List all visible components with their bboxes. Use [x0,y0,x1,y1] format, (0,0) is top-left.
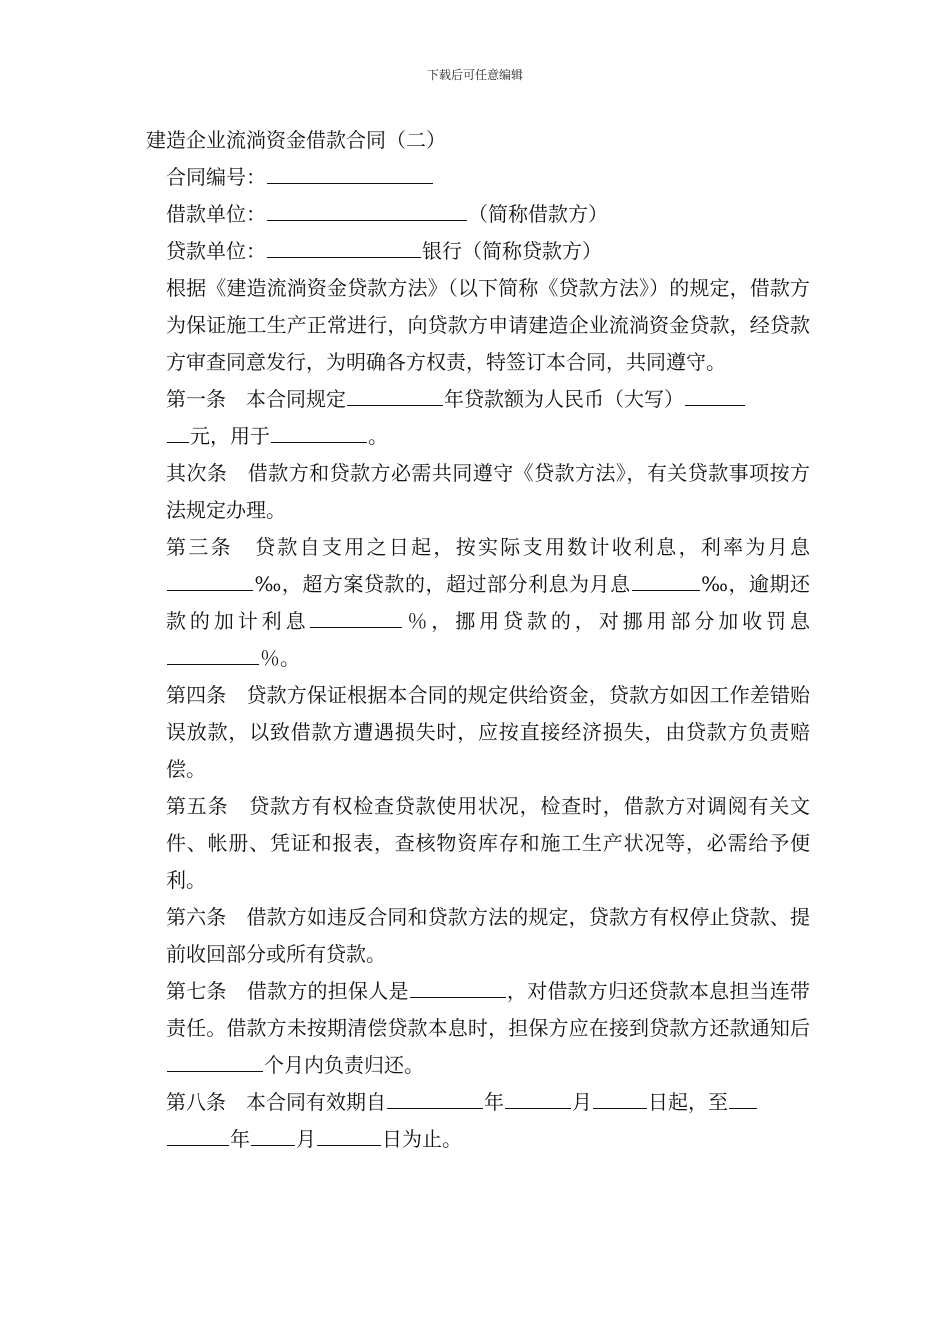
contract-number-line [146,159,810,196]
borrower-label: 借款单位： [166,202,266,226]
article-3-text: ％，挪用贷款的，对挪用部分加收罚息 [403,609,811,633]
article-3 [146,529,810,677]
end-year-blank-cont [167,1123,229,1146]
article-8-text: 月 [572,1090,592,1114]
article-1-text: 年贷款额为人民币（大写） [444,387,684,411]
borrower-blank [267,198,467,221]
article-7-text: 第七条 借款方的担保人是 [166,979,409,1003]
article-8-text: 月 [296,1127,316,1151]
start-year-blank [387,1086,483,1109]
start-month-blank [505,1086,571,1109]
borrower-line [146,196,810,233]
contract-number-label: 合同编号： [166,165,266,189]
article-3-text: 第三条 贷款自支用之日起，按实际支用数计收利息，利率为月息 [166,535,810,559]
contract-title: 建造企业流淌资金借款合同（二） [146,128,446,152]
article-7 [146,973,810,1084]
end-month-blank [251,1123,295,1146]
article-8-text: 日为止。 [382,1127,462,1151]
amount-blank [685,383,745,406]
purpose-blank [271,420,367,443]
page-header: 下载后可任意编辑 [426,68,523,82]
excess-rate-blank [632,568,700,591]
article-3-text: ‰，超方案贷款的，超过部分利息为月息 [254,572,631,596]
months-blank [167,1049,263,1072]
lender-line [146,233,810,270]
lender-suffix: 银行（简称贷款方） [422,239,602,263]
article-8-text: 第八条 本合同有效期自 [166,1090,386,1114]
article-8-text: 年 [230,1127,250,1151]
article-1 [146,381,810,455]
guarantor-blank [410,975,506,998]
end-day-blank [317,1123,381,1146]
article-3-text: ‰，逾期还款的加计利息 [166,572,810,633]
penalty-rate-blank [167,642,259,665]
year-blank [347,383,443,406]
article-1-text: 。 [368,424,388,448]
lender-blank [267,235,421,258]
article-7-text: 个月内负责归还。 [264,1053,424,1077]
article-7-text: ，对借款方归还贷款本息担当连带责任。借款方未按期清偿贷款本息时，担保方应在接到贷款方还款通知后 [166,979,811,1040]
end-year-blank [729,1086,757,1109]
contract-body [146,122,810,1158]
start-day-blank [593,1086,647,1109]
article-8-text: 日起，至 [648,1090,728,1114]
article-1-text: 元，用于 [190,424,270,448]
article-1-text: 第一条 本合同规定 [166,387,346,411]
article-2: 其次条 借款方和贷款方必需共同遵守《贷款方法》，有关贷款事项按方法规定办理。 [166,461,810,522]
intro-paragraph: 根据《建造流淌资金贷款方法》（以下简称《贷款方法》）的规定，借款方为保证施工生产正常进行，向贷款方申请建造企业流淌资金贷款，经贷款方审查同意发行，为明确各方权责，特签订本合同，共同遵守。 [166,276,810,374]
contract-number-blank [267,161,433,184]
rate-blank [167,568,253,591]
overdue-rate-blank [310,605,402,628]
article-4: 第四条 贷款方保证根据本合同的规定供给资金，贷款方如因工作差错贻误放款，以致借款方遭遇损失时，应按直接经济损失，由贷款方负责赔偿。 [166,683,810,781]
article-6: 第六条 借款方如违反合同和贷款方法的规定，贷款方有权停止贷款、提前收回部分或所有贷款。 [166,905,810,966]
amount-blank-cont [167,420,189,443]
article-5: 第五条 贷款方有权检查贷款使用状况，检查时，借款方对调阅有关文件、帐册、凭证和报表，查核物资库存和施工生产状况等，必需给予便利。 [166,794,810,892]
article-8-text: 年 [484,1090,504,1114]
lender-label: 贷款单位： [166,239,266,263]
borrower-suffix: （简称借款方） [468,202,608,226]
article-8 [146,1084,810,1158]
article-3-text: ％。 [260,646,300,670]
